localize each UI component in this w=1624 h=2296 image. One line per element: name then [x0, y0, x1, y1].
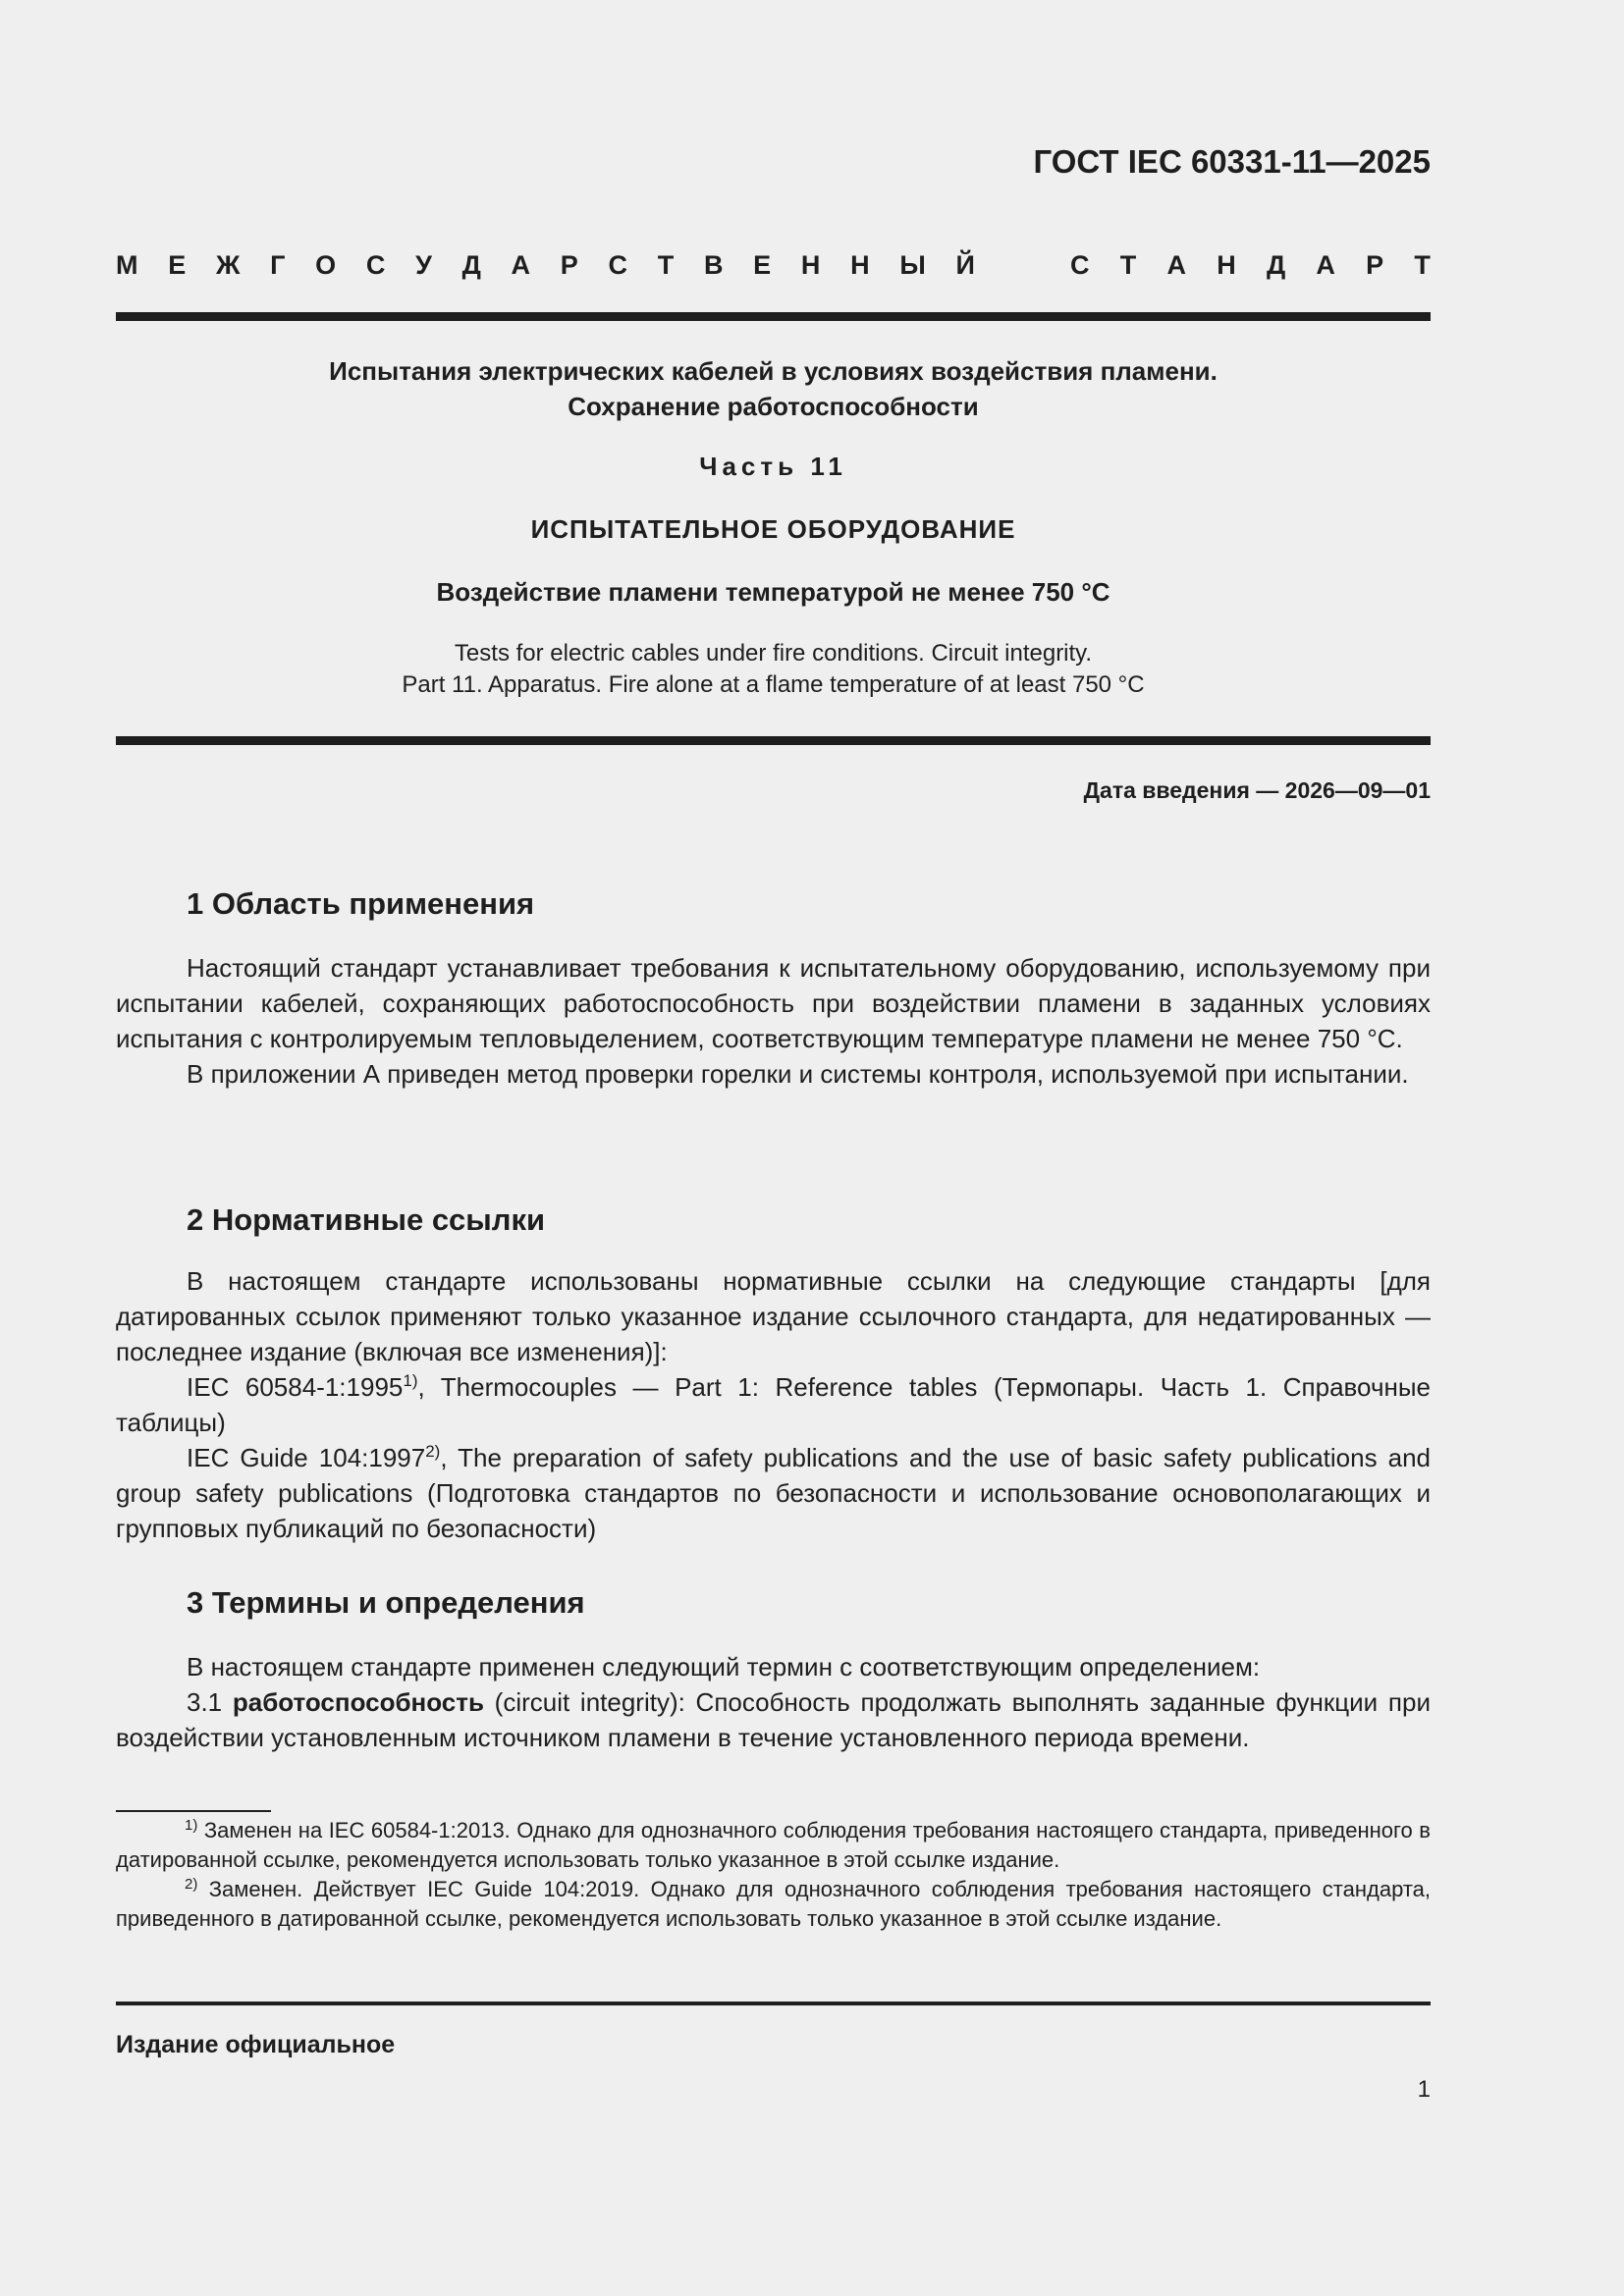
- paragraph: Настоящий стандарт устанавливает требования к испытательному оборудованию, используемому при испытании кабелей, сохраняющих работоспособность при воздействии пламени в заданных условиях испытания с контролируемым тепловыделением, соответствующим температуре пламени не менее 750 °С.: [116, 953, 1431, 1053]
- header-rule: [116, 312, 1431, 321]
- reference-item: [116, 1440, 1431, 1546]
- banner-letter: Т: [657, 250, 675, 280]
- standard-kind-word-1: [116, 250, 975, 281]
- term: работоспособность: [232, 1687, 484, 1717]
- part-title: ИСПЫТАТЕЛЬНОЕ ОБОРУДОВАНИЕ: [530, 514, 1016, 544]
- term-number: 3.1: [187, 1687, 233, 1717]
- footnote-number: 1): [185, 1817, 198, 1834]
- term-definition: [116, 1684, 1431, 1755]
- banner-letter: Ы: [899, 250, 926, 280]
- banner-letter: С: [1070, 250, 1090, 280]
- document-title: [116, 353, 1431, 424]
- english-title-line-2: Part 11. Apparatus. Fire alone at a flame temperature of at least 750 °C: [402, 671, 1145, 698]
- part-subtitle: Воздействие пламени температурой не менее 750 °С: [436, 577, 1110, 607]
- banner-letter: С: [365, 250, 386, 280]
- footnote-mark[interactable]: 2): [425, 1442, 441, 1461]
- paragraph: В настоящем стандарте применен следующий термин с соответствующим определением:: [187, 1652, 1261, 1682]
- banner-letter: Г: [270, 250, 286, 280]
- footnote-mark[interactable]: 1): [403, 1371, 418, 1390]
- reference-item: [116, 1369, 1431, 1440]
- footnote-number: 2): [185, 1876, 198, 1893]
- english-title-line-1: Tests for electric cables under fire conditions. Circuit integrity.: [454, 640, 1093, 667]
- footnote: [116, 1816, 1431, 1875]
- banner-letter: О: [315, 250, 337, 280]
- banner-letter: М: [116, 250, 138, 280]
- section-1-body: [116, 950, 1431, 1092]
- title-rule: [116, 736, 1431, 745]
- banner-letter: Й: [955, 250, 975, 280]
- paragraph: В приложении А приведен метод проверки горелки и системы контроля, используемой при испытании.: [187, 1059, 1409, 1089]
- banner-letter: Н: [850, 250, 870, 280]
- footnote-separator: [116, 1810, 271, 1812]
- title-line-1: Испытания электрических кабелей в условиях воздействия пламени.: [329, 356, 1218, 386]
- footnote-text: Заменен на IEC 60584-1:2013. Однако для однозначного соблюдения требования настоящего стандарта, приведенного в датированной ссылке, рекомендуется использовать только указанное в этой ссылке издание.: [116, 1818, 1431, 1872]
- banner-letter: Р: [560, 250, 578, 280]
- banner-letter: У: [415, 250, 432, 280]
- official-edition-label: Издание официальное: [116, 2031, 396, 2058]
- standard-kind-banner: [116, 250, 1431, 281]
- banner-letter: С: [608, 250, 627, 280]
- reference-code: IEC 60584-1:1995: [187, 1372, 404, 1402]
- banner-letter: А: [511, 250, 531, 280]
- footnote: [116, 1875, 1431, 1934]
- banner-letter: Ж: [215, 250, 241, 280]
- section-2-heading: 2 Нормативные ссылки: [187, 1202, 546, 1237]
- part-label: Часть 11: [699, 452, 847, 481]
- banner-letter: А: [1316, 250, 1335, 280]
- banner-letter: В: [703, 250, 724, 280]
- document-code: ГОСТ IEC 60331-11—2025: [1033, 143, 1431, 180]
- banner-letter: Е: [168, 250, 187, 280]
- page-number: 1: [1417, 2076, 1431, 2103]
- english-title: [116, 638, 1431, 701]
- introduction-date: Дата введения — 2026—09—01: [1083, 777, 1431, 803]
- reference-title: , Thermocouples — Part 1: Reference tables (Термопары. Часть 1. Справочные таблицы): [116, 1372, 1431, 1437]
- banner-letter: Н: [1217, 250, 1236, 280]
- banner-letter: Т: [1119, 250, 1137, 280]
- banner-letter: А: [1166, 250, 1186, 280]
- section-1-heading: 1 Область применения: [187, 886, 535, 921]
- banner-letter: Р: [1366, 250, 1384, 280]
- footnotes: [116, 1816, 1431, 1934]
- section-3-body: [116, 1649, 1431, 1755]
- reference-code: IEC Guide 104:1997: [187, 1443, 426, 1472]
- banner-letter: Т: [1414, 250, 1431, 280]
- title-line-2: Сохранение работоспособности: [568, 392, 979, 421]
- reference-title: , The preparation of safety publications and the use of basic safety publications and group safety publications (Подготовка стандартов по безопасности и использование основополагающих и групповых публикаций по безопасности): [116, 1443, 1431, 1543]
- paragraph: В настоящем стандарте использованы нормативные ссылки на следующие стандарты [для датированных ссылок применяют только указанное издание ссылочного стандарта, для недатированных — последнее издание (включая все изменения)]:: [116, 1266, 1431, 1366]
- banner-letter: Е: [753, 250, 772, 280]
- standard-kind-word-2: [1070, 250, 1431, 281]
- banner-letter: Д: [461, 250, 481, 280]
- footer-rule: [116, 2002, 1431, 2005]
- banner-letter: Н: [800, 250, 821, 280]
- section-2-body: [116, 1263, 1431, 1546]
- term-definition-text: (circuit integrity): Способность продолжать выполнять заданные функции при воздействии установленным источником пламени в течение установленного периода времени.: [116, 1687, 1431, 1752]
- footnote-text: Заменен. Действует IEC Guide 104:2019. Однако для однозначного соблюдения требования настоящего стандарта, приведенного в датированной ссылке, рекомендуется использовать только указанное в этой ссылке издание.: [116, 1877, 1431, 1931]
- banner-letter: Д: [1266, 250, 1286, 280]
- section-3-heading: 3 Термины и определения: [187, 1585, 585, 1620]
